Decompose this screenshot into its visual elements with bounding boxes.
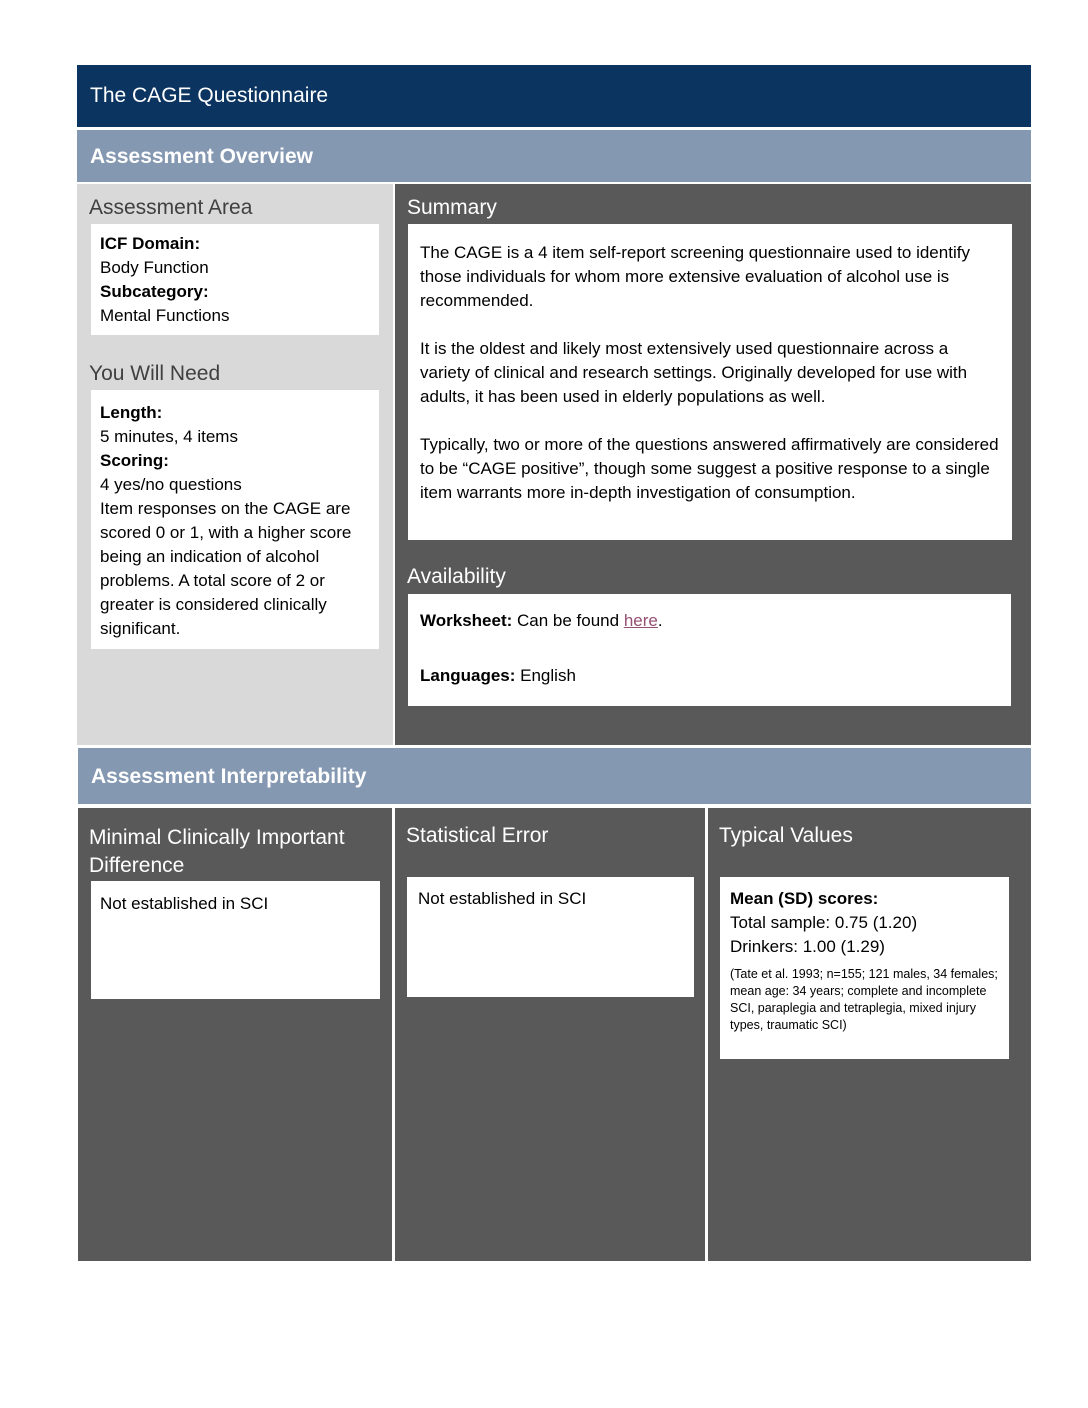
- mcid-heading: Minimal Clinically Important Difference: [89, 826, 345, 877]
- mcid-box: [91, 881, 380, 999]
- assessment-area-heading: Assessment Area: [89, 196, 253, 219]
- worksheet-text: Can be found: [517, 611, 620, 630]
- worksheet-end: .: [657, 611, 663, 630]
- availability-heading: Availability: [407, 565, 506, 588]
- typical-values-note: (Tate et al. 1993; n=155; 121 males, 34 females; mean age: 34 years; complete and incomplete SCI, paraplegia and tetraplegia, mixed injury types, traumatic SCI): [730, 967, 998, 1032]
- stat-error-panel: [395, 808, 705, 1261]
- scoring-value: 4 yes/no questions: [100, 475, 242, 494]
- icf-domain-label: ICF Domain:: [100, 234, 201, 253]
- total-sample-value: Total sample: 0.75 (1.20): [730, 913, 918, 932]
- you-will-need-heading: You Will Need: [89, 362, 221, 385]
- scoring-label: Scoring:: [100, 451, 169, 470]
- subcategory-label: Subcategory:: [100, 282, 209, 301]
- stat-error-heading: Statistical Error: [406, 824, 549, 847]
- length-value: 5 minutes, 4 items: [100, 427, 238, 446]
- summary-paragraph: The CAGE is a 4 item self-report screening questionnaire used to identify those individuals for whom more extensive evaluation of alcohol use is recommended.: [420, 243, 970, 310]
- availability-box: [408, 594, 1011, 706]
- stat-error-box: [407, 877, 694, 997]
- languages-value: English: [520, 666, 576, 685]
- page-title: The CAGE Questionnaire: [77, 65, 1031, 127]
- languages-line: [420, 664, 999, 688]
- summary-box: [408, 224, 1012, 540]
- worksheet-label: Worksheet:: [420, 611, 513, 630]
- mean-sd-label: Mean (SD) scores:: [730, 889, 879, 908]
- stat-error-text: Not established in SCI: [418, 889, 587, 908]
- scoring-detail: Item responses on the CAGE are scored 0 or 1, with a higher score being an indication of alcohol problems. A total score of 2 or greater is considered clinically significant.: [100, 499, 352, 638]
- subcategory-value: Mental Functions: [100, 306, 230, 325]
- typical-values-box: [720, 877, 1009, 1059]
- summary-heading: Summary: [407, 196, 497, 219]
- worksheet-line: [420, 609, 999, 633]
- length-label: Length:: [100, 403, 163, 422]
- summary-paragraph: It is the oldest and likely most extensively used questionnaire across a variety of clinical and research settings. Originally developed for use with adults, it has been used in elderly populations as well.: [420, 339, 968, 406]
- drinkers-value: Drinkers: 1.00 (1.29): [730, 937, 885, 956]
- section-header-overview: Assessment Overview: [77, 130, 1031, 182]
- typical-values-heading: Typical Values: [719, 824, 853, 847]
- worksheet-link[interactable]: here: [623, 611, 658, 630]
- mcid-text: Not established in SCI: [100, 894, 269, 913]
- summary-paragraph: Typically, two or more of the questions answered affirmatively are considered to be “CAGE positive”, though some suggest a positive response to a single item warrants more in-depth investigation of consumption.: [420, 435, 999, 502]
- languages-label: Languages:: [420, 666, 516, 685]
- assessment-area-box: [91, 224, 379, 335]
- you-will-need-box: [91, 390, 379, 649]
- section-header-interpretability: Assessment Interpretability: [78, 748, 1031, 804]
- icf-domain-value: Body Function: [100, 258, 209, 277]
